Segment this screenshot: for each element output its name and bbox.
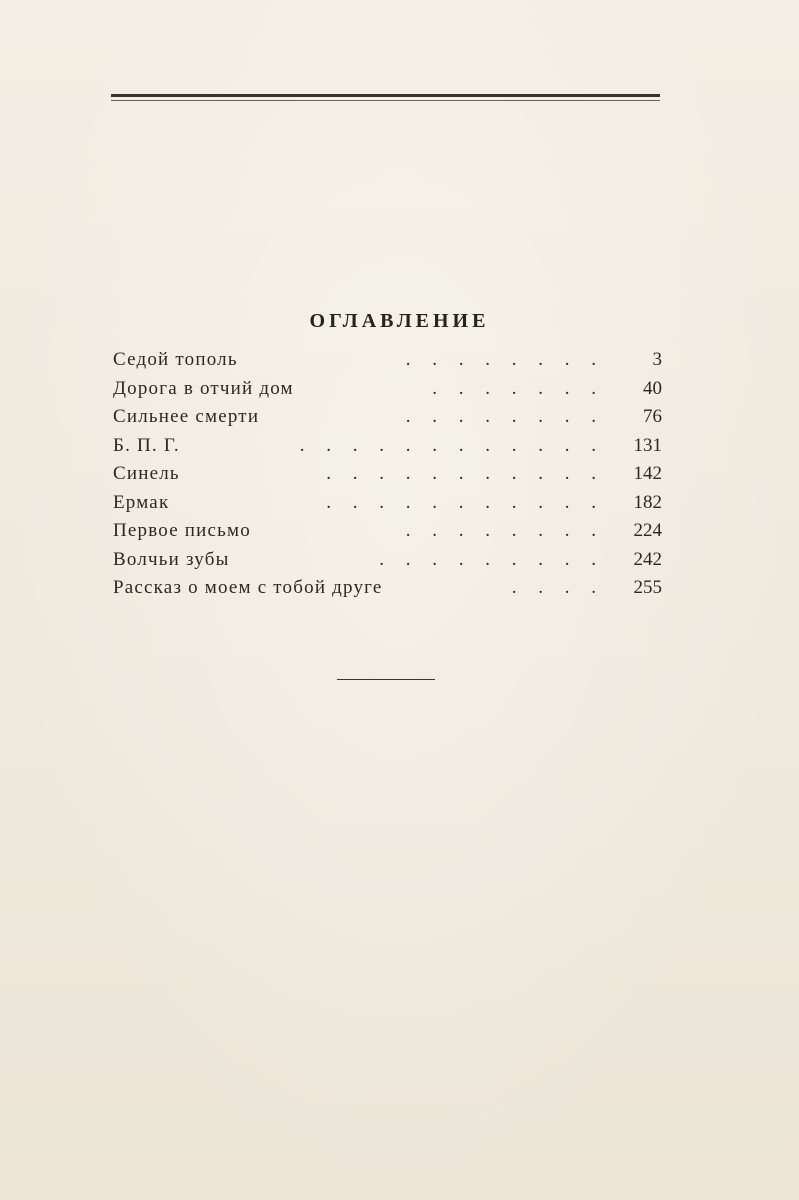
top-double-rule [111,94,660,97]
toc-entry-page: 3 [652,349,662,370]
toc-entry [113,432,662,461]
toc-entry-leader: . . . . . . . . . [379,548,596,570]
toc-entry [113,460,662,489]
toc-entry-title: Б. П. Г. [113,434,180,456]
toc-entry-title: Сильнее смерти [113,406,260,427]
toc-entry-page: 224 [633,520,662,541]
toc-entry-title: Дорога в отчий дом [113,377,294,399]
toc-entry-title: Первое письмо [113,520,251,541]
toc-heading: ОГЛАВЛЕНИЕ [309,310,490,332]
toc-entry-leader: . . . . . . . [432,377,596,399]
toc-entry [113,546,662,575]
toc-entry-title: Ермак [113,491,170,513]
toc-entry-page: 131 [633,434,662,456]
toc-entry [113,375,662,404]
bottom-rule [337,679,435,680]
toc-entry [113,346,662,375]
toc-entry [113,489,662,518]
toc-entry-leader: . . . . . . . . [405,520,596,541]
toc-entry [113,517,662,546]
toc-entry-leader: . . . . . . . . [405,349,596,370]
toc-list [113,346,662,603]
toc-entry-leader: . . . . . . . . . . . [326,491,596,513]
toc-entry-leader: . . . . . . . . . . . [326,463,596,484]
toc-entry [113,574,662,603]
toc-entry-title: Волчьи зубы [113,548,230,570]
toc-entry-page: 76 [643,406,662,427]
toc-entry [113,403,662,432]
toc-entry-page: 242 [633,548,662,570]
toc-entry-page: 255 [633,577,662,598]
toc-entry-page: 40 [643,377,662,399]
toc-entry-page: 142 [633,463,662,484]
toc-entry-title: Седой тополь [113,349,238,370]
toc-entry-title: Синель [113,463,180,484]
toc-entry-leader: . . . . . . . . . . . . [299,434,596,456]
toc-entry-page: 182 [633,491,662,513]
toc-entry-leader: . . . . . . . . [405,406,596,427]
toc-entry-leader: . . . . [511,577,596,598]
toc-entry-title: Рассказ о моем с тобой друге [113,577,383,598]
